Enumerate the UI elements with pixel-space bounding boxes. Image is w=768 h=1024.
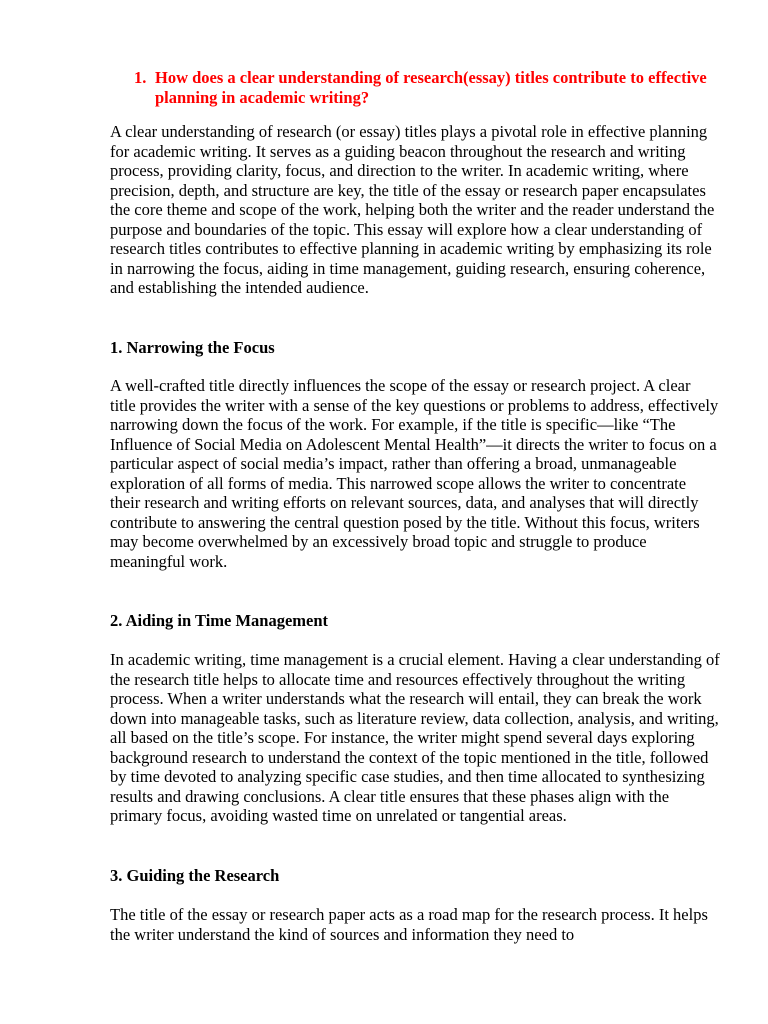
question-heading	[134, 68, 724, 107]
section-body-narrowing-focus: A well-crafted title directly influences the scope of the essay or research project. A clear title provides the writer with a sense of the key questions or problems to address, effectively narrowing down the focus of the work. For example, if the title is specific—like “The Influence of Social Media on Adolescent Mental Health”—it directs the writer to focus on a particular aspect of social media’s impact, rather than offering a broad, unmanageable exploration of all forms of media. This narrowed scope allows the writer to concentrate their research and writing efforts on relevant sources, data, and analyses that will directly contribute to answering the central question posed by the title. Without this focus, writers may become overwhelmed by an excessively broad topic and struggle to produce meaningful work.	[110, 376, 719, 571]
question-text: How does a clear understanding of research(essay) titles contribute to effective planning in academic writing?	[155, 68, 707, 107]
question-number: 1.	[134, 68, 147, 87]
section-heading-narrowing-focus: 1. Narrowing the Focus	[110, 338, 275, 357]
section-heading-time-management: 2. Aiding in Time Management	[110, 611, 329, 630]
section-body-time-management: In academic writing, time management is a crucial element. Having a clear understanding of the research title helps to allocate time and resources effectively throughout the writing process. When a writer understands what the research will entail, they can break the work down into manageable tasks, such as literature review, data collection, analysis, and writing, all based on the title’s scope. For instance, the writer might spend several days exploring background research to understand the context of the topic mentioned in the title, followed by time devoted to analyzing specific case studies, and then time allocated to synthesizing results and drawing conclusions. A clear title ensures that these phases align with the primary focus, avoiding wasted time on unrelated or tangential areas.	[110, 650, 720, 825]
section-body-guiding-research: The title of the essay or research paper acts as a road map for the research process. It helps the writer understand the kind of sources and information they need to	[110, 905, 708, 944]
section-heading-guiding-research: 3. Guiding the Research	[110, 866, 280, 885]
intro-paragraph: A clear understanding of research (or essay) titles plays a pivotal role in effective planning for academic writing. It serves as a guiding beacon throughout the research and writing process, providing clarity, focus, and direction to the writer. In academic writing, where precision, depth, and structure are key, the title of the essay or research paper encapsulates the core theme and scope of the work, helping both the writer and the reader understand the purpose and boundaries of the topic. This essay will explore how a clear understanding of research titles contributes to effective planning in academic writing by emphasizing its role in narrowing the focus, aiding in time management, guiding research, ensuring coherence, and establishing the intended audience.	[110, 122, 715, 297]
